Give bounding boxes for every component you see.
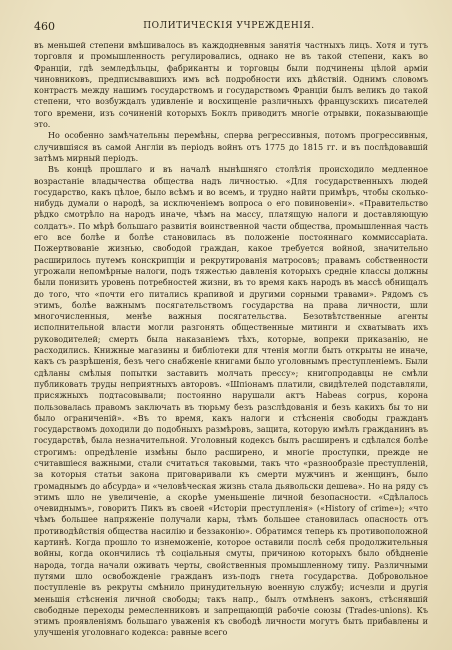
page-header [34,20,424,34]
page-body-text [34,40,428,640]
paragraph-continuation: въ меньшей степени вмѣшивалось въ каждодневныя занятія частныхъ лицъ. Хотя и тутъ торговля и промышленность регулировались, однако не въ такой степени, какъ во Франціи, гдѣ земледѣльцы, фабриканты и торговцы были подчинены цѣлой арміи чиновниковъ, предписывавшихъ имъ всѣ подробности ихъ дѣйствій. Однимъ словомъ контрастъ между нашимъ государствомъ и государствомъ Франціи былъ великъ до такой степени, что возбуждалъ удивленіе и восхищеніе различныхъ французскихъ писателей того времени, изъ сочиненій которыхъ Боклъ приводитъ многіе отрывки, показывающіе это. [34,41,428,130]
paragraph: Но особенно замѣчательны перемѣны, сперва регрессивныя, потомъ прогрессивныя, случившіяся въ самой Англіи въ періодъ войнъ отъ 1775 до 1815 гг. и въ послѣдовавшій затѣмъ мирный періодъ. [34,131,428,163]
paragraph: Въ концѣ прошлаго и въ началѣ нынѣшняго столѣтія происходило медленное возрастаніе владычества общества надъ личностью. «Для государственныхъ людей государство, какъ цѣлое, было всѣмъ и во всемъ, и трудно найти примѣръ, чтобы сколько-нибудь думали о народѣ, за исключеніемъ вопроса о его повиновеніи». «Правительство рѣдко смотрѣло на народъ иначе, чѣмъ на массу, платящую налоги и доставляющую солдатъ». По мѣрѣ большаго развитія воинственной части общества, промышленная часть его все болѣе и болѣе становилась въ положеніе постояннаго коммиссаріата. Пожертвованіе жизнью, свободой граждан, какое требуется войной, значительно расширилось путемъ конскрипціи и рекрутированія матросовъ; правамъ собственности угрожали непомѣрные налоги, подъ тяжестью давленія которыхъ средніе классы должны были понизить уровень потребностей жизни, въ то время какъ народъ въ массѣ обнищалъ до того, что «почти его питались крапивой и другими сорными травами». Рядомъ съ этимъ, болѣе важнымъ посягательствомъ государства на права личности, шли многочисленныя, менѣе важныя посягательства. Безотвѣтственные агенты исполнительной власти могли разгонять общественные митинги и схватывать ихъ руководителей; смерть была наказаніемъ тѣхъ, которые, вопреки приказанію, не расходились. Книжные магазины и библіотеки для чтенія могли быть открыты не иначе, какъ съ разрѣшенія, безъ чего снабженіе книгами было уголовнымъ преступленіемъ. Были сдѣланы смѣлыя попытки заставить молчать прессу»; книгопродавцы не смѣли публиковать труды неприятныхъ авторовъ. «Шпіонамъ платили, свидѣтелей подставляли, присяжныхъ подтасовывали; постоянно нарушали актъ Habeas corpus, корона пользовалась правомъ заключать въ тюрьму безъ разслѣдованія и безъ какихъ бы то ни было ограниченій». «Въ то время, какъ налоги и стѣсненія свободы гражданъ государствомъ доходили до подобныхъ размѣровъ, защита, которую имѣлъ гражданинъ въ государствѣ, была незначительной. Уголовный кодексъ былъ расширенъ и сдѣлался болѣе строгимъ: опредѣленіе измѣны было расширено, и многіе проступки, прежде не считавшіеся важными, стали считаться таковыми, такъ что «разнообразіе преступленій, за которыя статьи закона приговаривали къ смерти мужчинъ и женщинъ, было громаднымъ до абсурда» и «человѣческая жизнь стала дьявольски дешева». Но на ряду съ этимъ шло не увеличеніе, а скорѣе уменьшеніе личной безопасности. «Сдѣлалось очевиднымъ», говоритъ Пикъ въ своей «Исторіи преступленія» («History of crime»); «что чѣмъ большее напряженіе получали кары, тѣмъ большее становилась опасность отъ противодѣйствія общества насилію и беззаконію». Обратимся теперь къ противоположной картинѣ. Когда прошло то изнеможеніе, которое оставили послѣ себя продолжительныя войны, когда окончились тѣ соціальныя смуты, причиною которыхъ было обѣдненіе народа, тогда начали оживать черты, свойственныя промышленному типу. Различными путями шло освобожденіе гражданъ изъ-подъ гнета государства. Добровольное поступленіе въ рекруты смѣнило принудительную военную службу; исчезли и другія меньшія стѣсненія личной свободы; такъ напр., былъ отмѣненъ законъ, стѣснявшій свободные переходы ремесленниковъ и запрещающій рабочіе союзы (Trades-unions). Къ этимъ проявленіямъ большаго уваженія къ свободѣ личности могутъ быть прибавлены и улучшенія уголовнаго кодекса: равные всего [34,165,428,638]
page-number: 460 [34,20,55,33]
running-title: ПОЛИТИЧЕСКІЯ УЧРЕЖДЕНІЯ. [143,21,315,31]
